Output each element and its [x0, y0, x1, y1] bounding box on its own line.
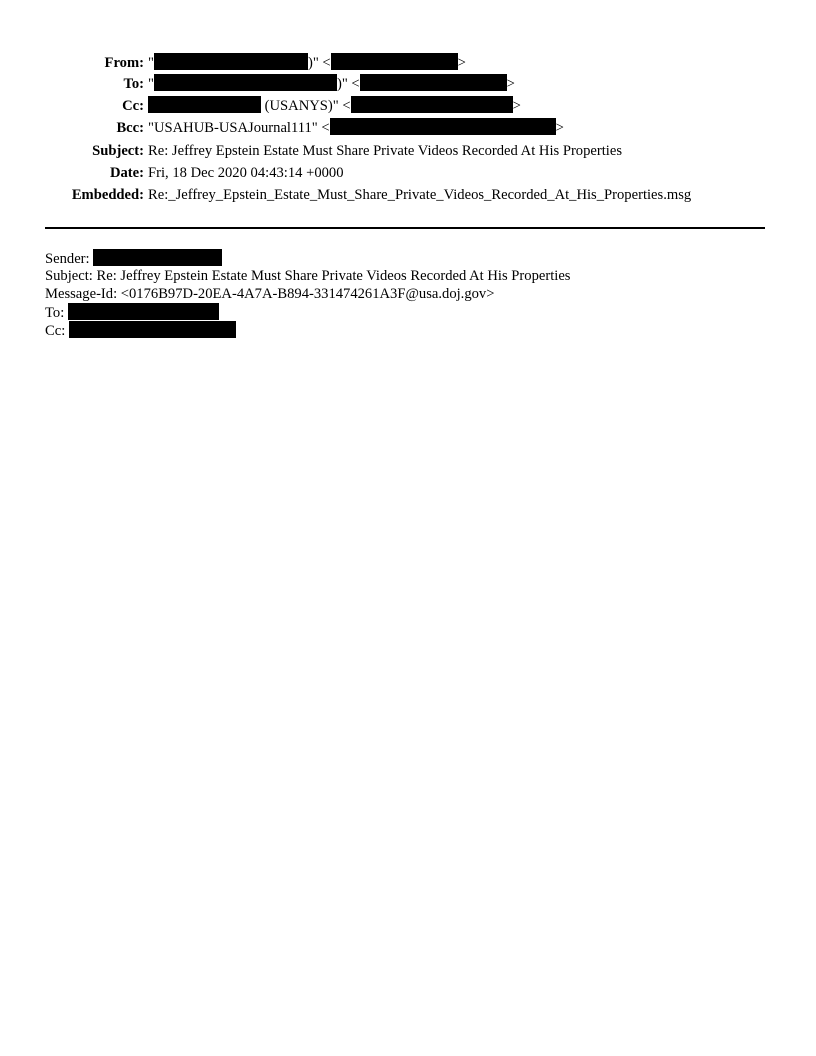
bcc-label: Bcc: — [116, 120, 144, 136]
to-label: To: — [123, 76, 144, 92]
embedded-sender-line — [45, 249, 222, 268]
embedded-message-id-line: Message-Id: <0176B97D-20EA-4A7A-B894-331474261A3F@usa.doj.gov> — [45, 286, 495, 302]
embedded-to-line — [45, 303, 219, 322]
cc-label-embedded: Cc: — [45, 323, 66, 339]
cc-label: Cc: — [122, 98, 144, 114]
from-value — [148, 53, 466, 73]
embedded-cc-line — [45, 321, 236, 340]
bcc-value — [148, 118, 564, 138]
from-mid: )" < — [307, 55, 331, 71]
embedded-subject-line: Subject: Re: Jeffrey Epstein Estate Must Share Private Videos Recorded At His Properties — [45, 268, 571, 284]
embedded-label: Embedded: — [71, 187, 144, 203]
from-quote-open: " — [148, 55, 154, 71]
cc-value — [148, 96, 521, 116]
header-embedded-row — [0, 185, 816, 205]
header-date-row — [0, 163, 816, 183]
embedded-value: Re:_Jeffrey_Epstein_Estate_Must_Share_Private_Videos_Recorded_At_His_Properties.msg — [148, 187, 692, 203]
date-value: Fri, 18 Dec 2020 04:43:14 +0000 — [148, 165, 344, 181]
subject-value: Re: Jeffrey Epstein Estate Must Share Private Videos Recorded At His Properties — [148, 143, 623, 159]
bcc-close: > — [555, 120, 564, 136]
header-subject-row — [0, 141, 816, 161]
redaction-block — [154, 74, 337, 91]
to-close: > — [506, 76, 515, 92]
redaction-block — [330, 118, 556, 135]
sender-label: Sender: — [45, 251, 90, 267]
to-label-embedded: To: — [45, 305, 65, 321]
to-mid: )" < — [336, 76, 360, 92]
header-from-row — [0, 53, 816, 73]
redaction-block — [68, 303, 219, 320]
redaction-block — [154, 53, 308, 70]
header-cc-row — [0, 96, 816, 116]
from-label: From: — [104, 55, 144, 71]
bcc-pre: "USAHUB-USAJournal111" < — [148, 120, 330, 136]
redaction-block — [69, 321, 236, 338]
redaction-block — [360, 74, 507, 91]
date-label: Date: — [109, 165, 144, 181]
redaction-block — [148, 96, 261, 113]
redaction-block — [331, 53, 458, 70]
header-to-row — [0, 74, 816, 94]
to-quote-open: " — [148, 76, 154, 92]
header-bcc-row — [0, 118, 816, 138]
redaction-block — [351, 96, 513, 113]
header-divider — [45, 227, 765, 229]
cc-close: > — [512, 98, 521, 114]
redaction-block — [93, 249, 222, 266]
from-close: > — [457, 55, 466, 71]
subject-label: Subject: — [92, 143, 144, 159]
cc-mid: (USANYS)" < — [261, 98, 351, 114]
to-value — [148, 74, 515, 94]
